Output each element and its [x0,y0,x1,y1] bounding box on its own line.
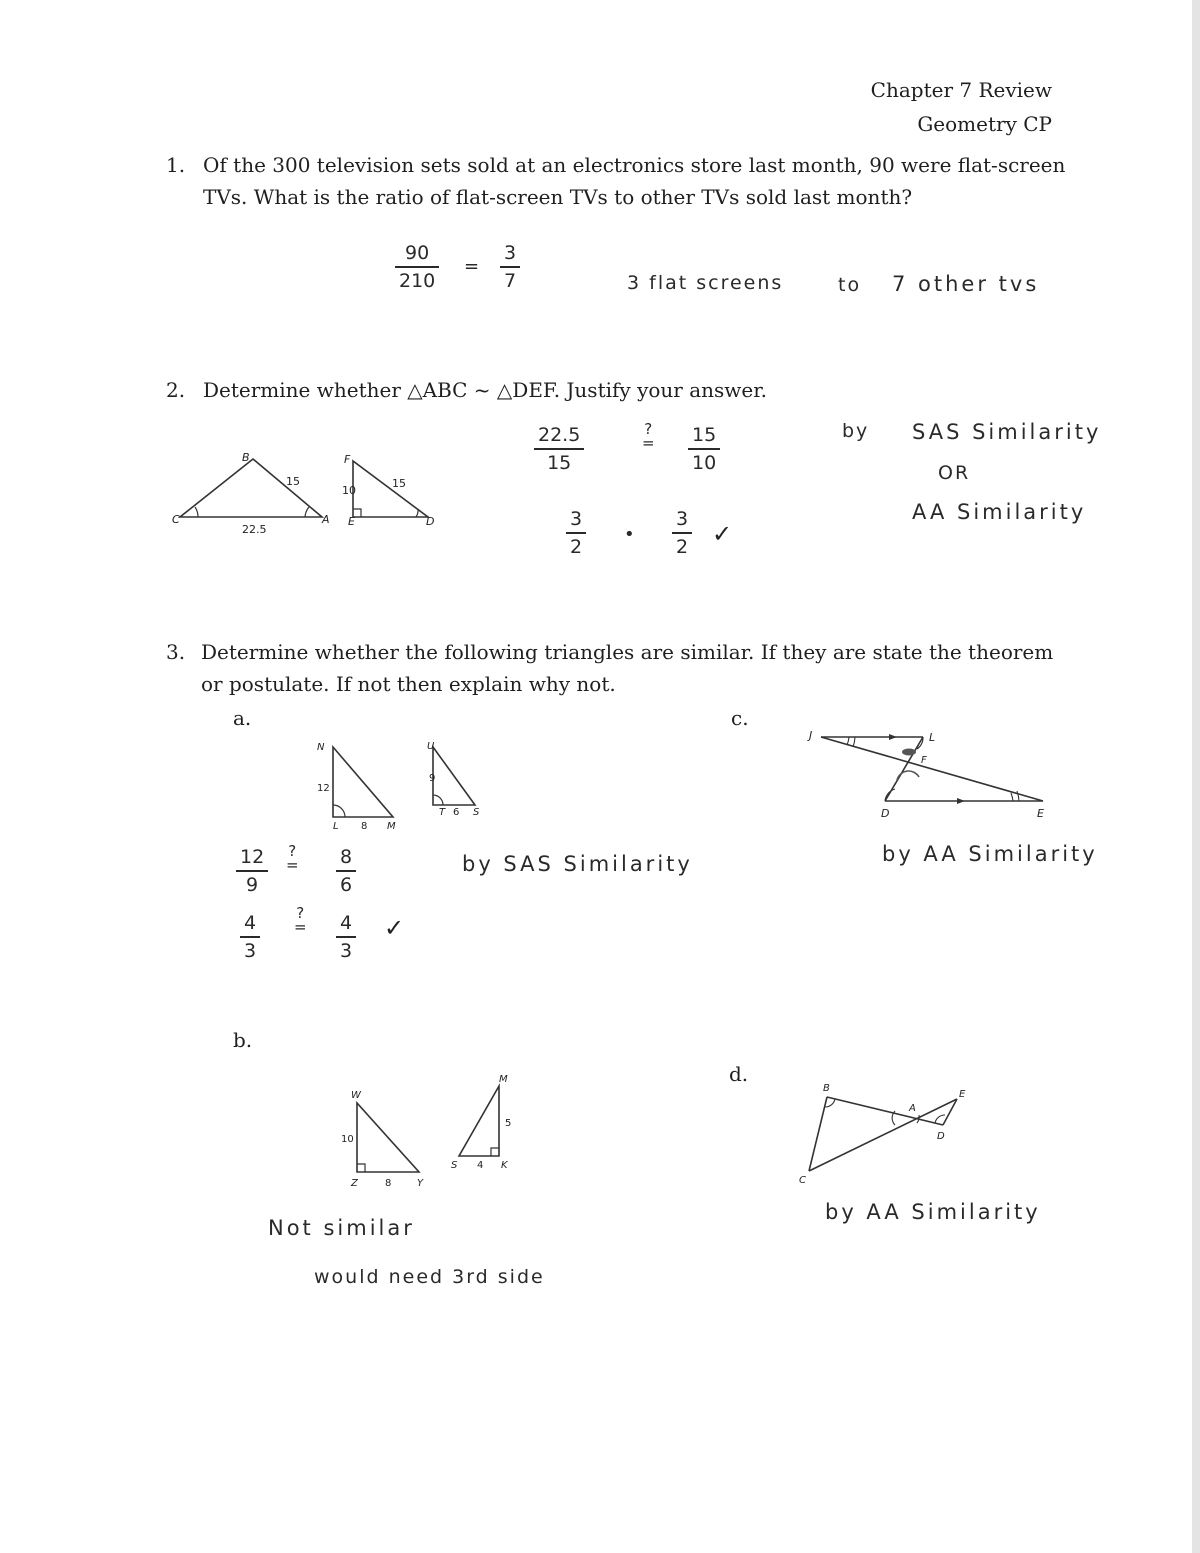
fraction-bar [395,266,439,268]
denominator: 2 [676,536,689,558]
segment-je [821,737,1043,801]
fraction-bar [500,266,520,268]
q2-fraction-1 [534,424,584,474]
vertex-b: B [823,1083,830,1094]
q1-answer-part2: to [838,274,862,296]
vertex-e: E [1037,807,1044,820]
vertex-l: L [929,731,936,744]
denominator: 6 [340,874,353,896]
numerator: 15 [692,424,717,446]
side-nl: 12 [317,783,330,794]
q3c-triangles-figure [805,725,1075,825]
vertex-s: S [451,1160,458,1171]
triangle-wzy [357,1103,419,1172]
q2-dot: • [624,524,635,545]
q3a-fraction-3 [240,912,260,962]
fraction-bar [672,532,692,534]
vertex-e: E [959,1089,966,1100]
vertex-y: Y [417,1178,424,1189]
triangle-def [353,461,428,517]
numerator: 3 [676,508,689,530]
triangle-nlm [333,747,393,817]
numerator: 3 [504,242,517,264]
side-fe: 10 [342,484,356,497]
side-ts: 6 [453,807,460,818]
denominator: 2 [570,536,583,558]
header-title: Chapter 7 Review [870,78,1052,102]
triangle-msk [459,1086,499,1156]
q3a-fraction-4 [336,912,356,962]
denominator: 3 [340,940,353,962]
vertex-a: A [322,513,330,526]
q3b-answer-line2: would need 3rd side [314,1266,545,1288]
scan-edge [1192,0,1200,1553]
denominator: 9 [246,874,259,896]
q3-text-line2: or postulate. If not then explain why not. [201,672,616,696]
side-zy: 8 [385,1178,392,1189]
q2-fraction-2 [688,424,720,474]
q1-text-line1: Of the 300 television sets sold at an electronics store last month, 90 were flat-screen [203,153,1066,177]
side-wz: 10 [341,1134,354,1145]
vertex-a: A [909,1103,916,1114]
header-subtitle: Geometry CP [917,112,1052,136]
vertex-c: C [799,1175,806,1186]
fraction-bar [336,936,356,938]
vertex-d: D [881,807,890,820]
denominator: 7 [504,270,517,292]
q2-answer-by: by [842,420,870,442]
vertex-s: S [473,807,480,818]
fraction-bar [236,870,268,872]
denominator: 15 [547,452,572,474]
q2-check-mark: ✓ [712,520,733,548]
denominator: 10 [692,452,717,474]
side-ut: 9 [429,773,436,784]
fraction-bar [534,448,584,450]
q3a-fraction-1 [236,846,268,896]
q1-answer-part3: 7 other tvs [892,272,1040,296]
vertex-f: F [344,453,351,466]
vertex-j: J [809,729,813,742]
numerator: 4 [244,912,257,934]
side-mk: 5 [505,1118,512,1129]
vertex-f: F [921,755,927,766]
vertex-u: U [427,741,435,752]
q3c-answer: by AA Similarity [882,842,1098,866]
side-fd: 15 [392,477,406,490]
vertex-d: D [937,1131,945,1142]
vertex-w: W [351,1090,361,1101]
q2-fraction-4 [672,508,692,558]
q3-number: 3. [166,640,186,664]
numerator: 12 [240,846,265,868]
q2-triangles-figure [170,445,440,540]
segment-bc [809,1097,827,1171]
triangle-abc [180,459,322,517]
q3b-label: b. [233,1028,253,1052]
denominator: 3 [244,940,257,962]
vertex-c: C [172,513,180,526]
q2-question-equals: ? = [642,420,655,452]
side-lm: 8 [361,821,368,832]
q3a-triangles-figure [305,735,495,835]
q1-fraction-1 [395,242,439,292]
q2-answer-line1: SAS Similarity [912,420,1102,444]
q3a-fraction-2 [336,846,356,896]
q2-text: Determine whether △ABC ~ △DEF. Justify your answer. [203,378,767,402]
q3b-triangles-figure [335,1068,535,1193]
vertex-z: Z [351,1178,358,1189]
q3d-triangles-figure [795,1075,985,1190]
vertex-t: T [439,807,446,818]
q2-answer-line3: AA Similarity [912,500,1087,524]
vertex-l: L [333,821,339,832]
numerator: 90 [405,242,430,264]
fraction-bar [566,532,586,534]
fraction-bar [240,936,260,938]
q2-number: 2. [166,378,186,402]
q3a-label: a. [233,706,252,730]
q3d-label: d. [729,1062,749,1086]
segment-bd [827,1097,943,1125]
q3-text-line1: Determine whether the following triangles are similar. If they are state the theorem [201,640,1054,664]
numerator: 22.5 [538,424,581,446]
q3c-label: c. [731,706,749,730]
q3a-answer: by SAS Similarity [462,852,693,876]
numerator: 4 [340,912,353,934]
vertex-d: D [426,515,435,528]
vertex-m: M [387,821,396,832]
numerator: 8 [340,846,353,868]
q3a-check-mark: ✓ [384,914,405,942]
q2-fraction-3 [566,508,586,558]
q2-answer-or: OR [938,462,971,484]
q1-number: 1. [166,153,186,177]
vertex-m: M [499,1074,508,1085]
q1-answer-part1: 3 flat screens [627,272,784,294]
vertex-e: E [348,515,355,528]
vertex-b: B [242,451,250,464]
q1-equals: = [464,256,480,277]
q1-fraction-2 [500,242,520,292]
q3a-question-equals-1: ? = [286,842,299,874]
q1-text-line2: TVs. What is the ratio of flat-screen TVs to other TVs sold last month? [203,185,913,209]
q3d-answer: by AA Similarity [825,1200,1041,1224]
numerator: 3 [570,508,583,530]
side-ba: 15 [286,475,300,488]
side-ca: 22.5 [242,523,267,536]
vertex-k: K [501,1160,508,1171]
vertex-n: N [317,742,325,753]
q3b-answer-line1: Not similar [268,1216,415,1240]
triangle-uts [433,747,475,805]
denominator: 210 [399,270,436,292]
fraction-bar [336,870,356,872]
side-sk: 4 [477,1160,484,1171]
fraction-bar [688,448,720,450]
q3a-question-equals-2: ? = [294,904,307,936]
